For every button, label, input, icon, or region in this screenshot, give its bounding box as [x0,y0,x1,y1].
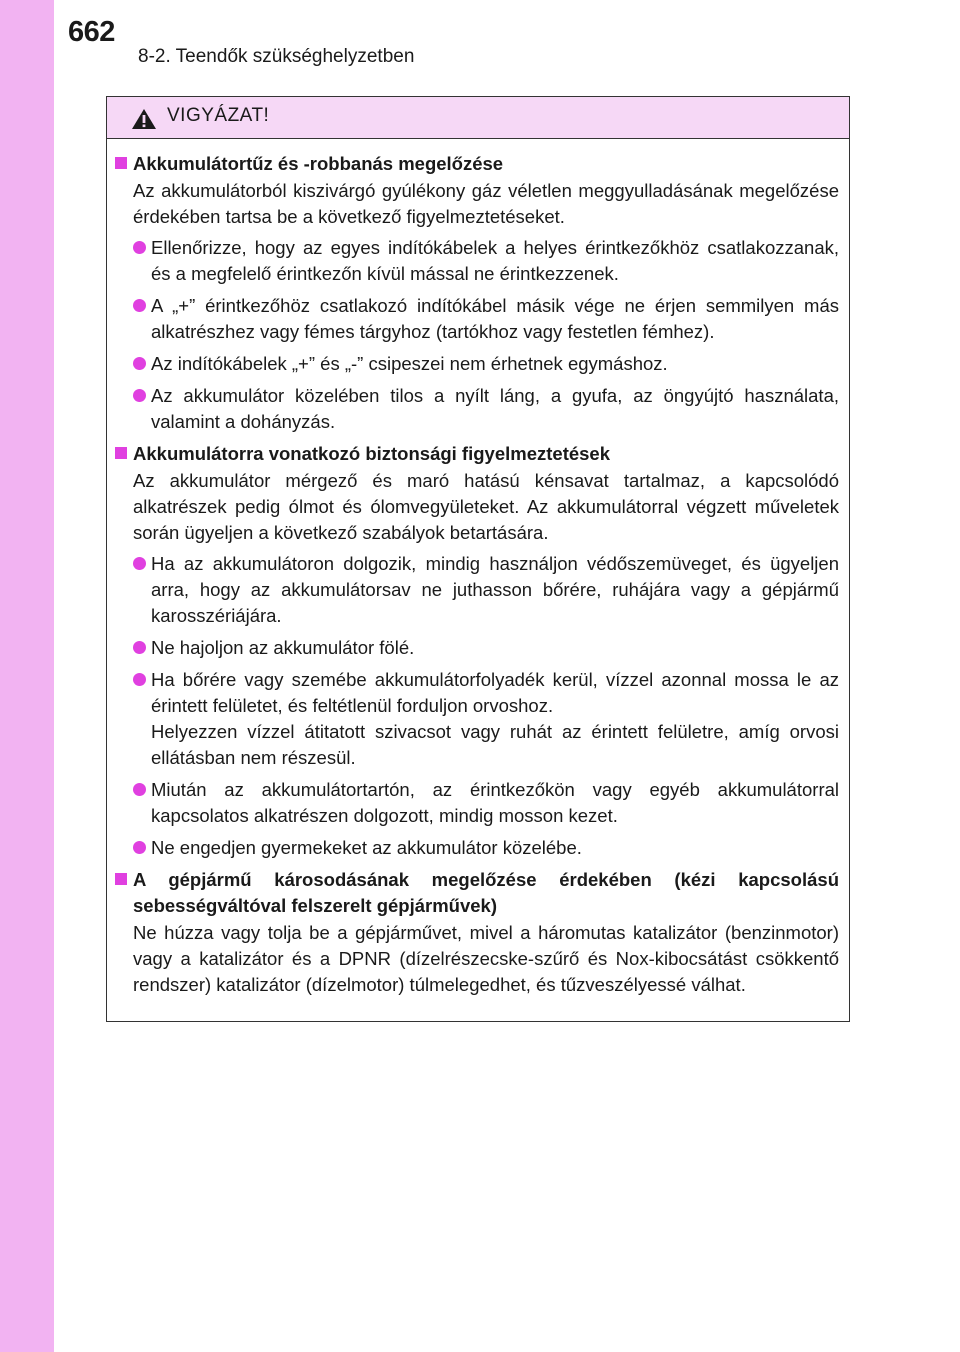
bullet-list [107,235,849,435]
warning-triangle-icon [131,108,157,130]
list-item [107,351,849,377]
list-item [107,551,849,629]
circle-bullet-icon [133,673,146,686]
circle-bullet-icon [133,299,146,312]
list-item-text: A „+” érintkezőhöz csatlakozó indítókábel másik vége ne érjen semmilyen más alkatrészhez vagy fémes tárgyhoz (tartókhoz vagy festetlen fémhez). [151,295,839,342]
warning-header [107,97,849,139]
section-vehicle-damage [107,867,849,998]
circle-bullet-icon [133,241,146,254]
section-title: 8-2. Teendők szükséghelyzetben [138,46,415,67]
list-item [107,635,849,661]
list-item-text: Ha az akkumulátoron dolgozik, mindig használjon védőszemüveget, és ügyeljen arra, hogy az akkumulátorsav ne juthasson bőrére, ruhájára vagy a gépjármű karosszériájára. [151,553,839,626]
section-intro: Az akkumulátorból kiszivárgó gyúlékony gáz véletlen meggyulladásának megelőzése érdekében tartsa be a következő figyelmeztetéseket. [133,180,839,227]
warning-title: VIGYÁZAT! [167,105,270,126]
warning-box [106,96,850,1022]
circle-bullet-icon [133,557,146,570]
section-intro: Az akkumulátor mérgező és maró hatású kénsavat tartalmaz, a kapcsolódó alkatrészek pedig ólmot és ólomvegyületeket. Az akkumulátorral végzett műveletek során ügyeljen a következő szabályok betartására. [133,470,839,543]
square-bullet-icon [115,157,127,169]
list-item-text: Ellenőrizze, hogy az egyes indítókábelek a helyes érintkezőkhöz csatlakozzanak, és a megfelelő érintkezőn kívül mással ne érintkezzenek. [151,237,839,284]
list-item [107,383,849,435]
list-item [107,667,849,771]
square-bullet-icon [115,447,127,459]
circle-bullet-icon [133,783,146,796]
side-color-strip [0,0,54,1352]
section-battery-safety [107,441,849,861]
section-heading [107,441,849,467]
list-item-text: Ne engedjen gyermekeket az akkumulátor közelébe. [151,837,582,858]
bullet-list [107,551,849,861]
square-bullet-icon [115,873,127,885]
list-item-extra-text: Helyezzen vízzel átitatott szivacsot vagy ruhát az érintett felületre, amíg orvosi ellátásban nem részesül. [151,721,839,768]
list-item-text: Ne hajoljon az akkumulátor fölé. [151,637,415,658]
circle-bullet-icon [133,841,146,854]
section-heading [107,867,849,919]
circle-bullet-icon [133,641,146,654]
section-heading-text: Akkumulátorra vonatkozó biztonsági figyelmeztetések [133,443,611,464]
list-item [107,777,849,829]
circle-bullet-icon [133,389,146,402]
page-number: 662 [68,16,115,48]
warning-content [107,151,849,1002]
list-item [107,293,849,345]
section-heading [107,151,849,177]
circle-bullet-icon [133,357,146,370]
list-item-text: Az indítókábelek „+” és „-” csipeszei nem érhetnek egymáshoz. [151,353,668,374]
list-item [107,835,849,861]
list-item [107,235,849,287]
list-item-text: Az akkumulátor közelében tilos a nyílt láng, a gyufa, az öngyújtó használata, valamint a dohányzás. [151,385,839,432]
section-intro: Ne húzza vagy tolja be a gépjárművet, mivel a háromutas katalizátor (benzinmotor) vagy a katalizátor és a DPNR (dízelrészecske-szűrő és Nox-kibocsátást csökkentő rendszer) katalizátor (dízelmotor) túlmelegedhet, és tűzveszélyessé válhat. [133,922,839,995]
section-heading-text: Akkumulátortűz és -robbanás megelőzése [133,153,504,174]
section-battery-fire [107,151,849,435]
list-item-text: Ha bőrére vagy szemébe akkumulátorfolyadék kerül, vízzel azonnal mossa le az érintett felületet, és feltétlenül forduljon orvoshoz. [151,669,839,716]
section-heading-text: A gépjármű károsodásának megelőzése érdekében (kézi kapcsolású sebességváltóval felszerelt gépjárművek) [133,869,839,916]
list-item-text: Miután az akkumulátortartón, az érintkezőkön vagy egyéb akkumulátorral kapcsolatos alkatrészen dolgozott, mindig mosson kezet. [151,779,839,826]
